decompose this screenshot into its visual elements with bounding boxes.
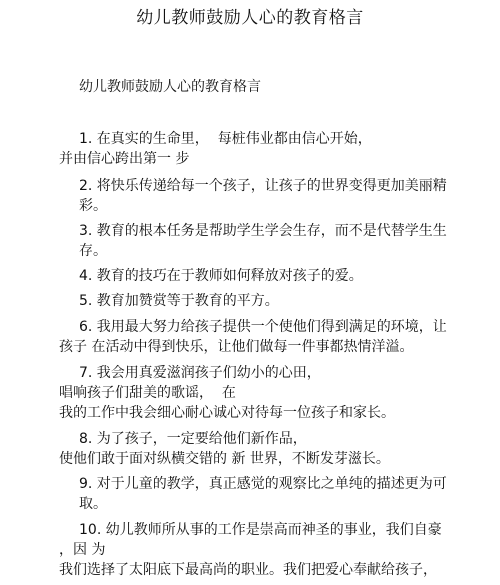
motto-2-line-1: 2. 将快乐传递给每一个孩子，让孩子的世界变得更加美丽精: [79, 178, 447, 194]
motto-10-line-1: 10. 幼儿教师所从事的工作是崇高而神圣的事业，我们自豪: [79, 522, 442, 538]
motto-4: 4. 教育的技巧在于教师如何释放对孩子的爱。: [79, 268, 363, 284]
motto-9-line-1: 9. 对于儿童的教学，真正感觉的观察比之单纯的描述更为可: [79, 476, 447, 492]
motto-9-line-2: 取。: [79, 496, 107, 512]
motto-8-line-2: 使他们敢于面对纵横交错的 新 世界，不断发芽滋长。: [59, 451, 390, 467]
motto-6-line-2: 孩子 在活动中得到快乐，让他们做每一件事都热情洋溢。: [59, 339, 414, 355]
motto-5: 5. 教育加赞赏等于教育的平方。: [79, 293, 279, 309]
motto-7-line-1: 7. 我会用真爱滋润孩子们幼小的心田，: [79, 365, 321, 381]
motto-1-line-1: 1. 在真实的生命里， 每桩伟业都由信心开始，: [79, 131, 372, 147]
motto-10-line-2: ，因 为: [59, 542, 106, 558]
motto-6-line-1: 6. 我用最大努力给孩子提供一个使他们得到满足的环境，让: [79, 319, 447, 335]
motto-8-line-1: 8. 为了孩子，一定要给他们新作品，: [79, 431, 307, 447]
document-title: 幼儿教师鼓励人心的教育格言: [136, 8, 364, 28]
motto-7-line-3: 我的工作中我会细心耐心诚心对待每一位孩子和家长。: [59, 405, 395, 421]
document-subtitle: 幼儿教师鼓励人心的教育格言: [79, 79, 261, 95]
motto-3-line-2: 存。: [79, 243, 107, 259]
motto-2-line-2: 彩。: [79, 198, 107, 214]
motto-1-line-2: 并由信心跨出第一 步: [59, 151, 190, 167]
motto-7-line-2: 唱响孩子们甜美的歌谣， 在: [59, 385, 236, 401]
motto-10-line-3: 我们选择了太阳底下最高尚的职业。我们把爱心奉献给孩子，: [59, 562, 437, 578]
motto-3-line-1: 3. 教育的根本任务是帮助学生学会生存，而不是代替学生生: [79, 223, 447, 239]
